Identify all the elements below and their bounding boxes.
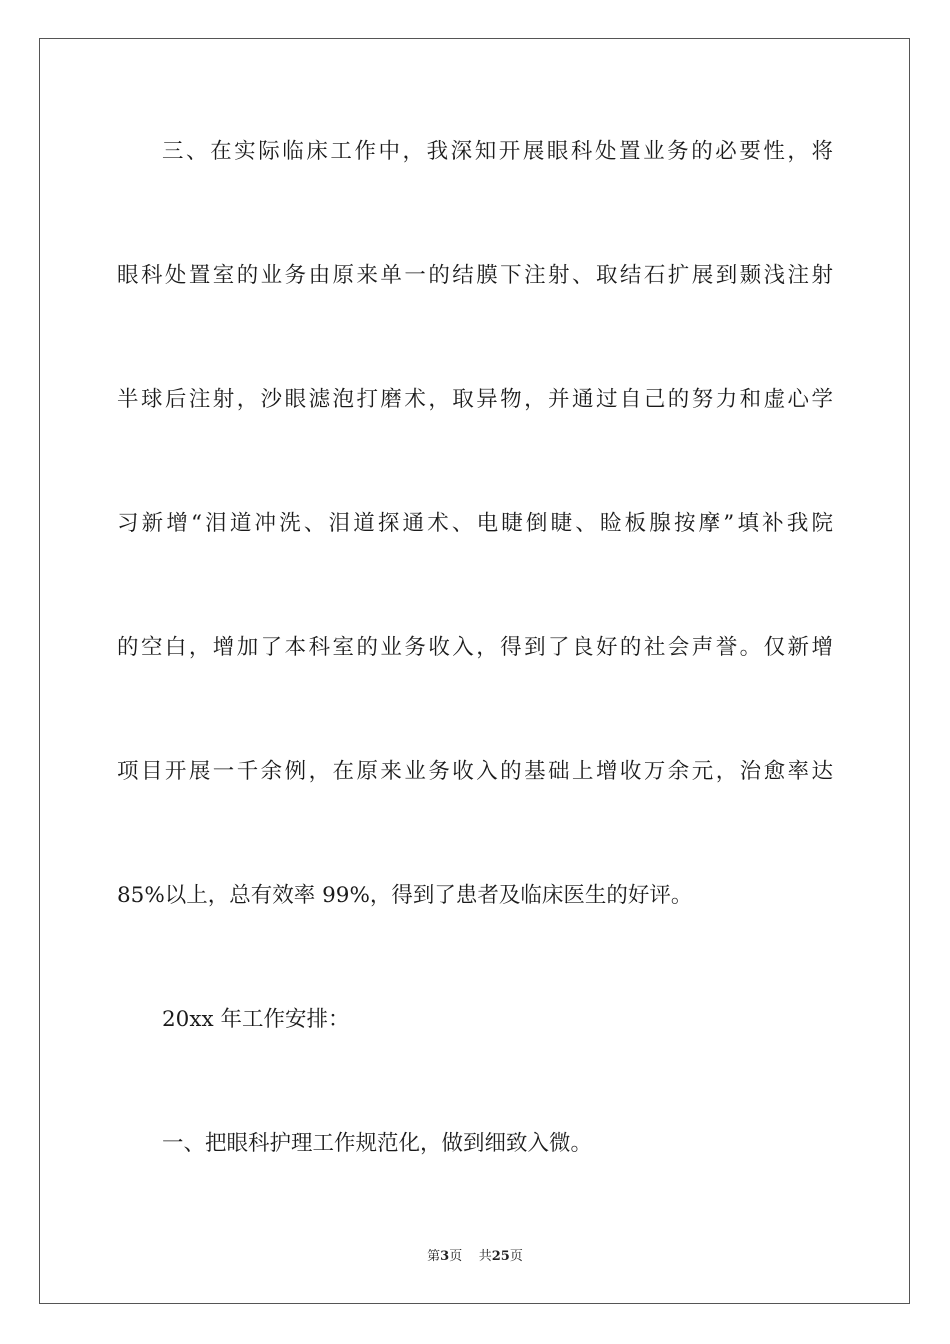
paragraph-line: 眼科处置室的业务由原来单一的结膜下注射、取结石扩展到颞浅注射 <box>117 263 833 288</box>
page-label-suffix: 页 <box>449 1249 463 1264</box>
page-border <box>39 38 910 1304</box>
total-label-prefix: 共 <box>478 1249 492 1264</box>
total-pages: 25 <box>491 1249 510 1264</box>
total-label-suffix: 页 <box>509 1249 523 1264</box>
section-heading: 20xx 年工作安排： <box>162 1007 350 1032</box>
paragraph-line: 习新增“泪道冲洗、泪道探通术、电睫倒睫、睑板腺按摩”填补我院 <box>117 511 833 536</box>
page-footer <box>0 1248 950 1266</box>
paragraph-line: 85%以上，总有效率 99%，得到了患者及临床医生的好评。 <box>117 883 693 908</box>
page-number: 3 <box>440 1249 450 1264</box>
page-label-prefix: 第 <box>427 1249 441 1264</box>
paragraph-line: 的空白，增加了本科室的业务收入，得到了良好的社会声誉。仅新增 <box>117 635 833 660</box>
list-item: 一、把眼科护理工作规范化，做到细致入微。 <box>162 1131 593 1156</box>
paragraph-line: 半球后注射，沙眼滤泡打磨术，取异物，并通过自己的努力和虚心学 <box>117 387 833 412</box>
paragraph-line: 三、在实际临床工作中，我深知开展眼科处置业务的必要性，将 <box>162 139 833 164</box>
paragraph-line: 项目开展一千余例，在原来业务收入的基础上增收万余元，治愈率达 <box>117 759 833 784</box>
